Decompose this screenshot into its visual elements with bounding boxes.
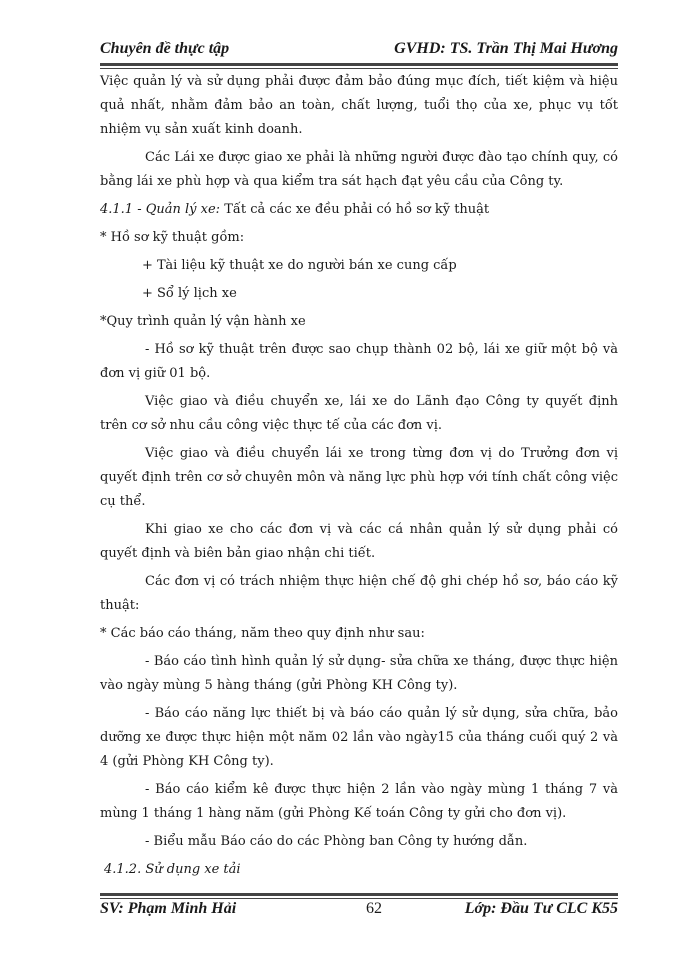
section-4-1-1-label: 4.1.1 - Quản lý xe: [100, 202, 221, 217]
section-4-1-2: 4.1.2. Sử dụng xe tải [104, 862, 241, 877]
paragraph-dossier-copies: - Hồ sơ kỹ thuật trên được sao chụp thành 02 bộ, lái xe giữ một bộ và đơn vị giữ 01 bộ. [100, 342, 618, 381]
paragraph-usage-purpose: Việc quản lý và sử dụng phải được đảm bảo đúng mục đích, tiết kiệm và hiệu quả nhất, nhằm đảm bảo an toàn, chất lượng, tuổi thọ của xe, phục vụ tốt nhiệm vụ sản xuất kinh doanh. [100, 74, 618, 137]
header-supervisor: GVHD: TS. Trần Thị Mai Hương [394, 40, 618, 57]
report-forms: - Biểu mẫu Báo cáo do các Phòng ban Công ty hướng dẫn. [145, 834, 528, 849]
technical-dossier-heading: * Hồ sơ kỹ thuật gồm: [100, 230, 245, 245]
paragraph-handover: Khi giao xe cho các đơn vị và các cá nhân quản lý sử dụng phải có quyết định và biên bản giao nhận chi tiết. [100, 522, 618, 561]
header-course-title: Chuyên đề thực tập [100, 40, 230, 57]
dossier-item-logbook: + Sổ lý lịch xe [142, 286, 237, 301]
section-4-1-1-text: Tất cả các xe đều phải có hồ sơ kỹ thuật [220, 202, 490, 217]
footer-rule [100, 893, 618, 899]
footer-class: Lớp: Đầu Tư CLC K55 [464, 900, 618, 917]
paragraph-driver-transfer: Việc giao và điều chuyển lái xe trong từng đơn vị do Trưởng đơn vị quyết định trên cơ sở chuyên môn và năng lực phù hợp với tính chất công việc cụ thể. [100, 446, 618, 509]
page-number: 62 [366, 900, 382, 917]
report-monthly: - Báo cáo tình hình quản lý sử dụng- sửa chữa xe tháng, được thực hiện vào ngày mùng 5 hàng tháng (gửi Phòng KH Công ty). [100, 654, 618, 693]
page-footer [100, 900, 618, 922]
section-4-1-1 [100, 198, 618, 222]
header-rule [100, 63, 618, 69]
footer-student: SV: Phạm Minh Hải [100, 900, 237, 917]
report-capacity: - Báo cáo năng lực thiết bị và báo cáo quản lý sử dụng, sửa chữa, bảo dưỡng xe được thực hiện một năm 02 lần vào ngày15 của tháng cuối quý 2 và 4 (gửi Phòng KH Công ty). [100, 706, 618, 769]
paragraph-record-keeping: Các đơn vị có trách nhiệm thực hiện chế độ ghi chép hồ sơ, báo cáo kỹ thuật: [100, 574, 618, 613]
operation-process-heading: *Quy trình quản lý vận hành xe [100, 314, 306, 329]
page-header [100, 40, 618, 62]
dossier-item-technical-docs: + Tài liệu kỹ thuật xe do người bán xe cung cấp [142, 258, 457, 273]
paragraph-vehicle-transfer: Việc giao và điều chuyển xe, lái xe do Lãnh đạo Công ty quyết định trên cơ sở nhu cầu công việc thực tế của các đơn vị. [100, 394, 618, 433]
paragraph-driver-requirements: Các Lái xe được giao xe phải là những người được đào tạo chính quy, có bằng lái xe phù hợp và qua kiểm tra sát hạch đạt yêu cầu của Công ty. [100, 150, 618, 189]
document-body [100, 70, 618, 882]
report-inventory: - Báo cáo kiểm kê được thực hiện 2 lần vào ngày mùng 1 tháng 7 và mùng 1 tháng 1 hàng năm (gửi Phòng Kế toán Công ty gửi cho đơn vị). [100, 782, 618, 821]
reports-heading: * Các báo cáo tháng, năm theo quy định như sau: [100, 626, 425, 641]
